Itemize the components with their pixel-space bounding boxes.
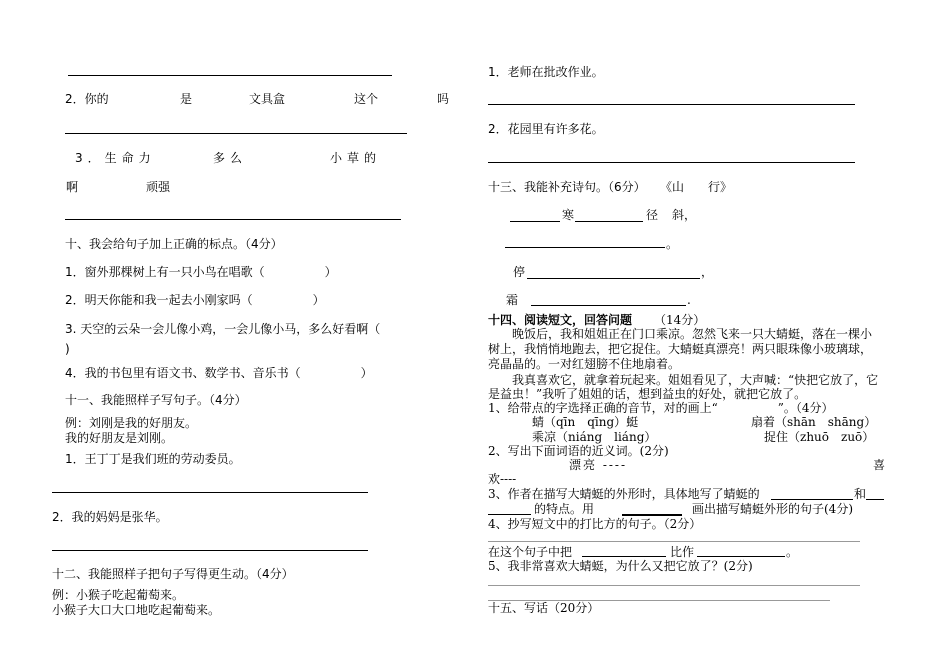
word: 吗: [437, 92, 450, 106]
poem-blank[interactable]: [510, 221, 560, 222]
question-item: 2．我的妈妈是张华。: [52, 510, 168, 524]
section-title: 十一、我能照样子写句子。（4分）: [65, 393, 247, 407]
question-word: 的特点。用: [534, 502, 595, 516]
question-word: 画出描写蜻蜓外形的句子(4分): [692, 502, 853, 516]
question-item: 1．老师在批改作业。: [488, 65, 604, 79]
example-line: 我的好朋友是刘刚。: [65, 431, 174, 445]
question-item: 2．花园里有许多花。: [488, 122, 604, 136]
answer-line[interactable]: [68, 75, 392, 76]
answer-line[interactable]: [488, 162, 855, 163]
word: 这个: [354, 92, 379, 106]
question-item: 2．明天你能和我一起去小刚家吗（ ）: [65, 293, 325, 307]
fill-blank[interactable]: [582, 556, 666, 557]
word: 小草的: [330, 151, 382, 165]
question-item: 1、给带点的字选择正确的音节，对的画上“ ”。（4分）: [488, 401, 834, 415]
question-item: 5、我非常喜欢大蜻蜓，为什么又把它放了？(2分): [488, 559, 753, 573]
poem-blank[interactable]: [531, 305, 686, 306]
question-item: 1．王丁丁是我们班的劳动委员。: [65, 452, 241, 466]
poem-blank[interactable]: [575, 221, 643, 222]
passage-line: 晚饭后，我和姐姐正在门口乘凉。忽然飞来一只大蜻蜓，落在一棵小: [512, 327, 873, 341]
pinyin-option[interactable]: 扇着（shān shāng）: [751, 415, 877, 429]
question-word: 在这个句子中把: [488, 545, 573, 559]
poem-punct: .: [687, 293, 691, 307]
fill-blank[interactable]: [771, 499, 853, 500]
section-title: 十二、我能照样子把句子写得更生动。（4分）: [52, 567, 294, 581]
word: 是: [180, 92, 193, 106]
answer-line[interactable]: [52, 492, 368, 493]
pinyin-option[interactable]: 乘凉（niáng liáng）: [532, 430, 657, 444]
poem-punct: ，: [701, 265, 714, 279]
word: 啊: [66, 180, 79, 194]
word: 3．生命力: [75, 151, 156, 165]
word: 多么: [213, 151, 248, 165]
answer-line[interactable]: [65, 219, 401, 220]
passage-line: 树上，我悄悄地跑去，把它捉住。大蜻蜓真漂亮！两只眼珠像小玻璃球，: [488, 342, 873, 356]
section-title: 十四、阅读短文，回答问题: [488, 313, 633, 327]
passage-line: 是益虫！”我听了姐姐的话，想到益虫的好处，就把它放了。: [488, 387, 807, 401]
example-line: 例：小猴子吃起葡萄来。: [52, 588, 185, 602]
question-word: 比作: [670, 545, 695, 559]
fill-blank[interactable]: [866, 499, 884, 500]
synonym-prompt: 欢----: [488, 472, 517, 486]
section-title: 十三、我能补充诗句。（6分）: [488, 180, 646, 194]
answer-line[interactable]: [488, 585, 860, 586]
question-item: 1．窗外那棵树上有一只小鸟在唱歌（ ）: [65, 265, 337, 279]
poem-char: 径: [646, 208, 659, 222]
fill-blank[interactable]: [697, 556, 785, 557]
word: 2．你的: [65, 92, 109, 106]
question-item: 3、作者在描写大蜻蜓的外形时，具体地写了蜻蜓的: [488, 487, 760, 501]
question-word: 和: [854, 487, 867, 501]
example-line: 小猴子大口大口地吃起葡萄来。: [52, 603, 221, 617]
question-item: 4．我的书包里有语文书、数学书、音乐书（ ）: [65, 366, 373, 380]
pinyin-option[interactable]: 捉住（zhuō zuō）: [764, 430, 875, 444]
poem-punct: 。: [666, 237, 679, 251]
poem-blank[interactable]: [505, 247, 665, 248]
question-item: 4、抄写短文中的打比方的句子。（2分）: [488, 517, 702, 531]
answer-line[interactable]: [52, 550, 368, 551]
poem-char: 停: [513, 265, 526, 279]
section-score: （14分）: [654, 313, 706, 327]
section-title: 十五、写话（20分）: [488, 601, 600, 615]
word: 文具盒: [249, 92, 286, 106]
word: 顽强: [146, 180, 171, 194]
question-word: 。: [786, 545, 799, 559]
fill-blank[interactable]: [488, 514, 531, 515]
poem-char: 霜: [506, 293, 519, 307]
question-item: 2、写出下面词语的近义词。(2分): [488, 444, 669, 458]
poem-char: 寒: [562, 208, 575, 222]
section-title: 十、我会给句子加上正确的标点。（4分）: [65, 237, 283, 251]
answer-line[interactable]: [488, 104, 855, 105]
question-item: 3. 天空的云朵一会儿像小鸡，一会儿像小马，多么好看啊（: [65, 322, 381, 336]
synonym-prompt: 喜: [873, 458, 886, 472]
answer-line[interactable]: [65, 133, 407, 134]
pinyin-option[interactable]: 蜻（qīn qīng）蜓: [532, 415, 639, 429]
example-line: 例：刘刚是我的好朋友。: [65, 416, 198, 430]
synonym-prompt: 漂亮 ----: [569, 458, 628, 472]
poem-title: 《山 行》: [660, 180, 733, 194]
question-item: ): [65, 342, 70, 356]
passage-line: 我真喜欢它，就拿着玩起来。姐姐看见了，大声喊：“快把它放了，它: [512, 373, 879, 387]
poem-blank[interactable]: [527, 278, 700, 279]
passage-line: 亮晶晶的。一对红翅膀不住地扇着。: [488, 357, 681, 371]
poem-char: 斜，: [672, 208, 697, 222]
answer-line[interactable]: [488, 541, 860, 542]
